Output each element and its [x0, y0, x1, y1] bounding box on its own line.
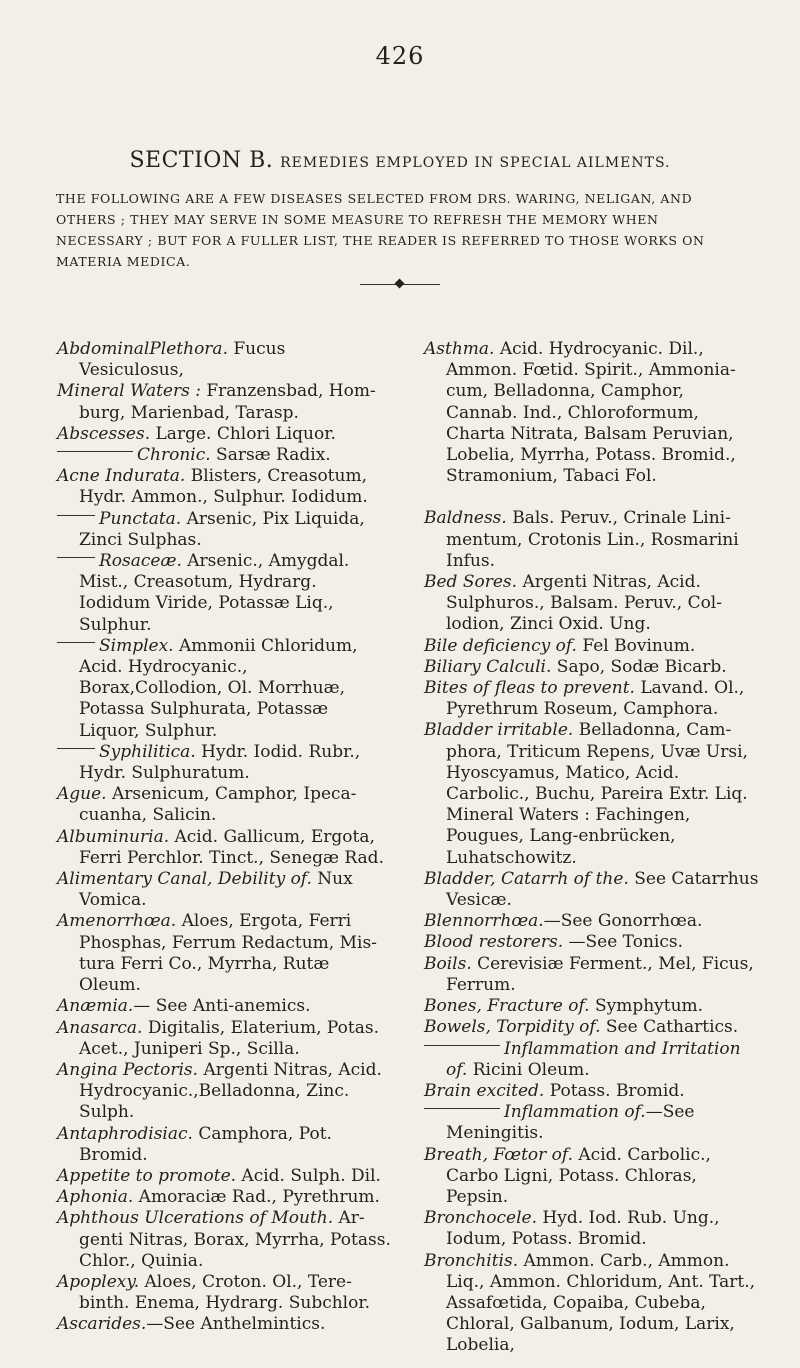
index-entry — [424, 657, 759, 678]
entry-term: Appetite to promote. — [57, 1165, 237, 1186]
entry-text: Fucus Vesiculosus, — [79, 339, 286, 381]
intro-paragraph: THE FOLLOWING ARE A FEW DISEASES SELECTED FROM DRS. WARING, NELIGAN, AND OTHERS ; THEY MAY SERVE IN SOME MEASURE TO REFRESH THE MEMORY WHEN NECESSARY ; BUT FOR A FULLER LIST, THE READER IS REFERRED TO THOSE WORKS ON MATERIA MEDICA. — [56, 191, 705, 269]
entry-text: See Anthelmintics. — [163, 1314, 326, 1335]
index-entry — [57, 1060, 392, 1124]
entry-text: Argenti Nitras, Acid. Sulphuros., Balsam. Peruv., Col-lodion, Zinci Oxid. Ung. — [446, 572, 722, 635]
entry-term: Bladder irritable. — [424, 720, 574, 741]
entry-text: Symphytum. — [589, 996, 704, 1017]
entry-term: Blood restorers. — [424, 932, 564, 953]
entry-text: Belladonna, Cam-phora, Triticum Repens, Uvæ Ursi, Hyoscyamus, Matico, Acid. Carbolic., Buchu, Pareira Extr. Liq. Mineral Waters : Fachingen, Pougues, Lang-enbrücken, Luhatschowitz. — [446, 720, 748, 868]
entry-term: Abscesses. — [57, 423, 151, 444]
ditto-dash — [57, 515, 95, 516]
entry-term: Rosaceæ. — [99, 551, 182, 572]
entry-text: Nux Vomica. — [79, 869, 353, 911]
entry-text: Potass. Bromid. — [544, 1080, 685, 1101]
section-title: REMEDIES EMPLOYED IN SPECIAL AILMENTS. — [280, 155, 671, 171]
index-entry — [424, 572, 759, 636]
index-entry — [57, 551, 392, 636]
entry-term: Blennorrhœa.— — [424, 911, 561, 932]
index-entry — [57, 869, 392, 911]
entry-text: Aloes, Ergota, Ferri Phosphas, Ferrum Redactum, Mis-tura Ferri Co., Myrrha, Rutæ Oleum. — [79, 911, 377, 996]
index-entry — [57, 1166, 392, 1187]
entry-text: See Catarrhus Vesicæ. — [446, 868, 759, 911]
entry-text: See Cathartics. — [600, 1017, 739, 1038]
entry-term: Ascarides.— — [57, 1314, 164, 1335]
entry-term: Chronic. — [137, 445, 211, 466]
entry-text: Ammon. Carb., Ammon. Liq., Ammon. Chloridum, Ant. Tart., Assafœtida, Copaiba, Cubeba, Chloral, Galbanum, Iodum, Larix, Lobelia, — [446, 1250, 756, 1356]
entry-term: Anæmia.— — [57, 996, 151, 1017]
entry-text: Arsenicum, Camphor, Ipeca-cuanha, Salicin. — [79, 784, 357, 826]
index-entry — [57, 1018, 392, 1060]
entry-term: Antaphrodisiac. — [57, 1123, 193, 1144]
index-entry — [57, 827, 392, 869]
index-entry — [57, 381, 392, 423]
left-column — [57, 339, 392, 1336]
section-label: SECTION B. — [129, 148, 274, 173]
index-entry — [57, 636, 392, 742]
index-entry — [57, 1272, 392, 1314]
entry-term: Bowels, Torpidity of. — [424, 1017, 601, 1038]
entry-text: Argenti Nitras, Acid. Hydrocyanic.,Belladonna, Zinc. Sulph. — [79, 1059, 382, 1123]
entry-text: Large. Chlori Liquor. — [150, 423, 336, 444]
entry-text: Ricini Oleum. — [467, 1059, 590, 1080]
entry-text: Sapo, Sodæ Bicarb. — [551, 656, 727, 677]
entry-term: Simplex. — [99, 635, 174, 656]
index-entry — [57, 784, 392, 826]
entry-term: Bronchitis. — [424, 1250, 519, 1271]
index-entry — [424, 954, 759, 996]
entry-term: Bites of fleas to prevent. — [424, 678, 635, 699]
index-entry — [424, 1039, 759, 1081]
index-entry — [424, 932, 759, 953]
ditto-dash — [424, 1108, 500, 1109]
index-entry — [424, 911, 759, 932]
entry-text: See Gonorrhœa. — [560, 911, 703, 932]
ditto-dash — [57, 748, 95, 749]
entry-text: Acid. Sulph. Dil. — [236, 1165, 381, 1186]
index-entry — [424, 1017, 759, 1038]
index-entry — [57, 911, 392, 996]
section-heading — [0, 148, 800, 173]
entry-text: Hyd. Iod. Rub. Ung., Iodum, Potass. Bromid. — [446, 1208, 720, 1250]
index-entry — [57, 466, 392, 508]
entry-term: Amenorrhœa. — [57, 911, 177, 932]
entry-text: Ammonii Chloridum, Acid. Hydrocyanic., Borax,Collodion, Ol. Morrhuæ, Potassa Sulphurata, Potassæ Liquor, Sulphur. — [79, 635, 358, 741]
entry-text: Lavand. Ol., Pyrethrum Roseum, Camphora. — [446, 678, 745, 720]
index-entry — [57, 1124, 392, 1166]
entry-term: Bones, Fracture of. — [424, 996, 590, 1017]
index-entry — [424, 1251, 759, 1357]
entry-term: Ague. — [57, 784, 107, 805]
entry-text: Amoraciæ Rad., Pyrethrum. — [133, 1187, 380, 1208]
entry-term: Albuminuria. — [57, 826, 170, 847]
index-entry — [57, 1187, 392, 1208]
entry-text: Fel Bovinum. — [576, 635, 696, 656]
page-number: 426 — [375, 42, 425, 70]
entry-term: Boils. — [424, 953, 472, 974]
entry-term: Aphonia. — [57, 1187, 134, 1208]
entry-term: Punctata. — [99, 508, 182, 529]
entry-text: Arsenic, Pix Liquida, Zinci Sulphas. — [79, 508, 365, 550]
index-entry — [424, 636, 759, 657]
index-entry — [424, 1145, 759, 1209]
index-entry — [57, 509, 392, 551]
ditto-dash — [57, 557, 95, 558]
entry-term: Brain excited. — [424, 1080, 545, 1101]
entry-term: Inflammation and Irritation of. — [446, 1038, 741, 1080]
index-entry — [424, 1208, 759, 1250]
index-entry — [424, 678, 759, 720]
entry-term: Aphthous Ulcerations of Mouth. — [57, 1208, 334, 1229]
entry-term: Inflammation of. — [504, 1102, 646, 1123]
entry-text: Cerevisiæ Ferment., Mel, Ficus, Ferrum. — [446, 953, 754, 995]
entry-term: Mineral Waters : — [57, 381, 201, 402]
entry-text: Arsenic., Amygdal. Mist., Creasotum, Hydrarg. Iodidum Viride, Potassæ Liq., Sulphur. — [79, 551, 350, 635]
entry-term: Asthma. — [424, 339, 495, 359]
index-entry — [424, 869, 759, 911]
index-entry — [424, 996, 759, 1017]
index-entry — [57, 996, 392, 1017]
entry-term: Angina Pectoris. — [57, 1059, 199, 1080]
entry-term: Bronchocele. — [424, 1208, 537, 1229]
entry-term: Bed Sores. — [424, 572, 518, 593]
index-entry — [57, 742, 392, 784]
index-entry — [57, 424, 392, 445]
entry-text: Blisters, Creasotum, Hydr. Ammon., Sulphur. Iodidum. — [79, 466, 368, 508]
divider-ornament — [360, 278, 440, 290]
index-entry — [424, 508, 759, 572]
entry-text: Camphora, Pot. Bromid. — [79, 1123, 332, 1165]
entry-text: —See Meningitis. — [446, 1102, 695, 1144]
index-entry — [57, 445, 392, 466]
entry-text: —See Tonics. — [563, 932, 683, 953]
entry-term: AbdominalPlethora. — [57, 339, 228, 359]
index-entry — [57, 339, 392, 381]
entry-text: Acid. Gallicum, Ergota, Ferri Perchlor. Tinct., Senegæ Rad. — [79, 826, 384, 868]
entry-term: Bile deficiency of. — [424, 635, 577, 656]
entry-text: Franzensbad, Hom-burg, Marienbad, Tarasp. — [79, 381, 376, 423]
entry-text: Hydr. Iodid. Rubr., Hydr. Sulphuratum. — [79, 741, 361, 784]
entry-text: Acid. Hydrocyanic. Dil., Ammon. Fœtid. Spirit., Ammonia-cum, Belladonna, Camphor, Cannab. Ind., Chloroformum, Charta Nitrata, Balsam Peruvian, Lobelia, Myrrha, Potass. Bromid., Stramonium, Tabaci Fol. — [446, 339, 736, 487]
index-entry — [424, 1081, 759, 1102]
right-column — [424, 339, 759, 1357]
entry-text: Sarsæ Radix. — [210, 445, 331, 466]
entry-term: Apoplexy. — [57, 1271, 140, 1292]
ditto-dash — [57, 642, 95, 643]
entry-text: Bals. Peruv., Crinale Lini-mentum, Crotonis Lin., Rosmarini Infus. — [446, 508, 739, 571]
entry-term: Baldness. — [424, 508, 507, 529]
entry-text: Aloes, Croton. Ol., Tere-binth. Enema, Hydrarg. Subchlor. — [79, 1271, 371, 1314]
entry-term: Acne Indurata. — [57, 466, 186, 487]
index-entry — [57, 1208, 392, 1272]
index-entry — [424, 720, 759, 868]
entry-term: Anasarca. — [57, 1017, 143, 1038]
entry-text: See Anti-anemics. — [150, 996, 311, 1017]
entry-text: Acid. Carbolic., Carbo Ligni, Potass. Chloras, Pepsin. — [446, 1144, 711, 1207]
entry-term: Biliary Calculi. — [424, 656, 552, 677]
index-entry — [57, 1314, 392, 1335]
ditto-dash — [424, 1045, 500, 1046]
entry-term: Bladder, Catarrh of the. — [424, 868, 629, 889]
ditto-dash — [57, 451, 133, 452]
entry-term: Syphilitica. — [99, 741, 196, 762]
entry-term: Alimentary Canal, Debility of. — [57, 869, 312, 890]
entry-text: Digitalis, Elaterium, Potas. Acet., Juniperi Sp., Scilla. — [79, 1017, 379, 1059]
entry-term: Breath, Fœtor of. — [424, 1144, 573, 1165]
index-entry — [424, 1102, 759, 1144]
entry-text: Ar-genti Nitras, Borax, Myrrha, Potass. Chlor., Quinia. — [79, 1208, 391, 1271]
index-entry — [424, 339, 759, 487]
